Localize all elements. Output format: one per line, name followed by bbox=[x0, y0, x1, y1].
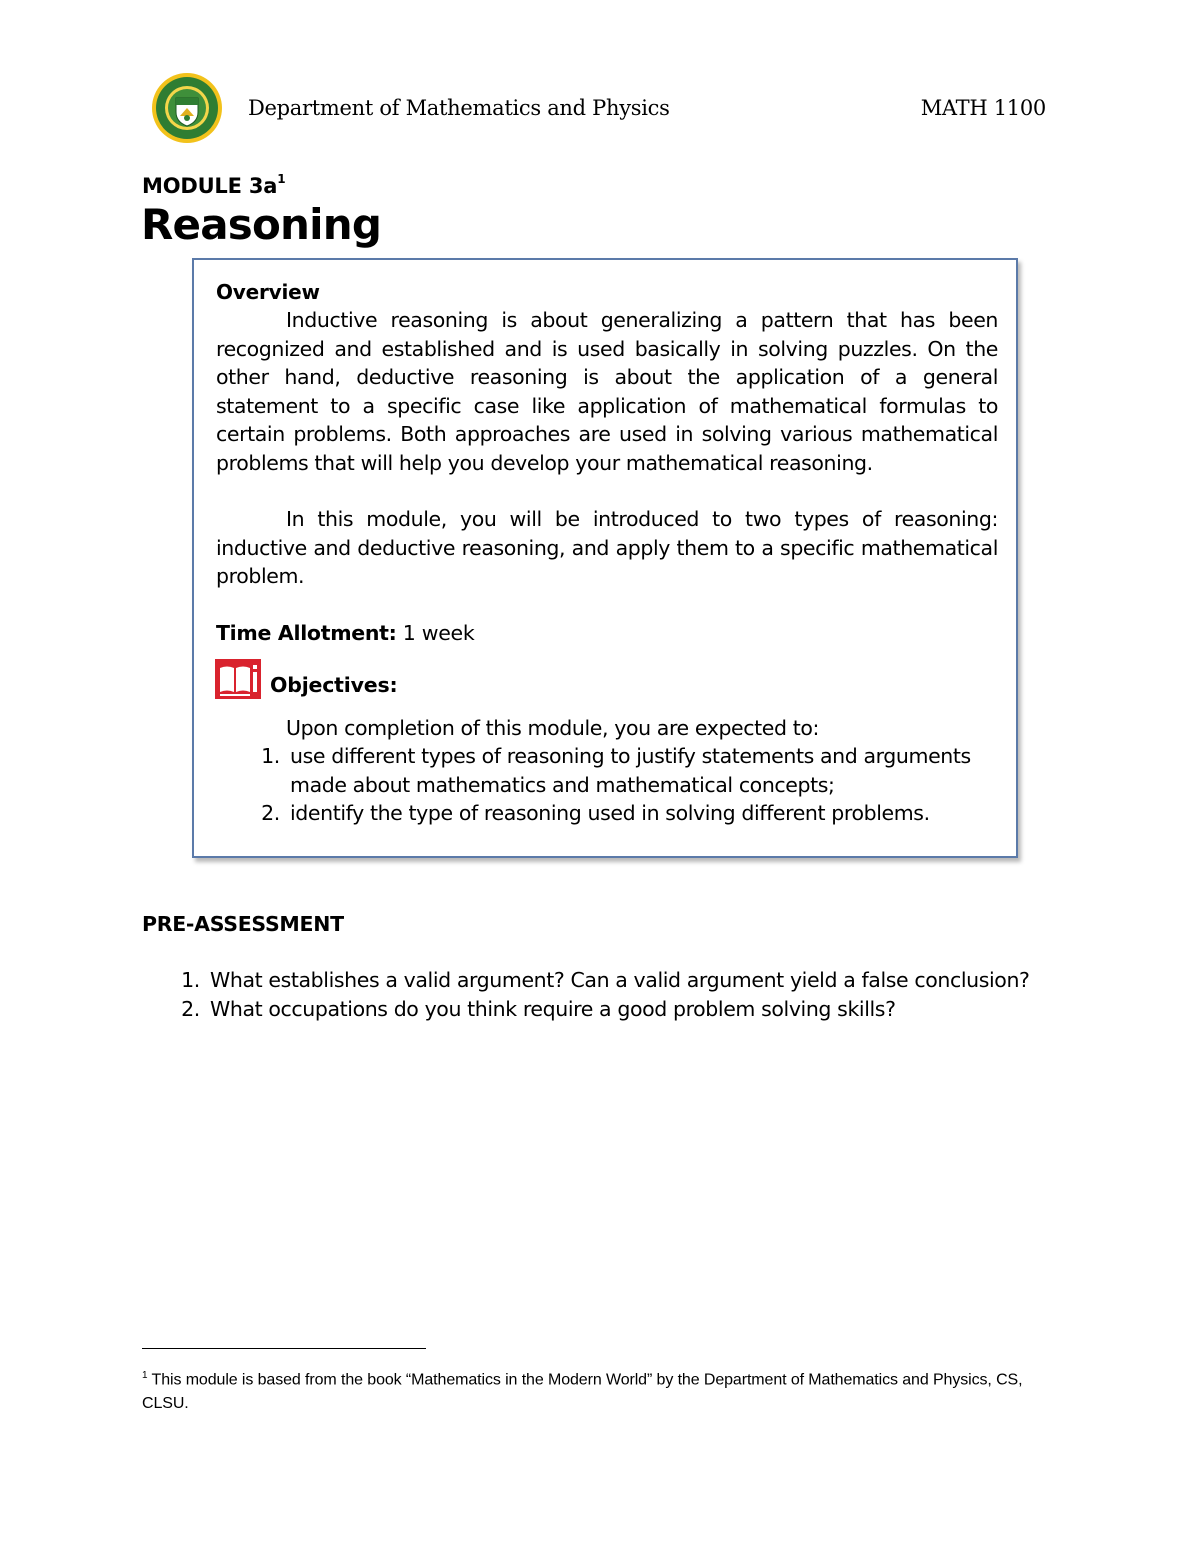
objective-item: 1. use different types of reasoning to justify statements and arguments made about mathematics and mathematical concepts; bbox=[286, 742, 998, 799]
objectives-heading: Objectives: bbox=[270, 672, 398, 697]
objective-item: 2. identify the type of reasoning used in solving different problems. bbox=[286, 799, 998, 828]
time-allotment-value: 1 week bbox=[396, 620, 475, 645]
time-allotment bbox=[216, 619, 998, 647]
overview-heading: Overview bbox=[216, 280, 320, 304]
footnote-text: This module is based from the book “Mathematics in the Modern World” by the Department of Mathematics and Physics, CS, CLSU. bbox=[142, 1371, 1023, 1413]
overview-paragraph-2: In this module, you will be introduced to two types of reasoning: inductive and deductive reasoning, and apply them to a specific mathematical problem. bbox=[216, 507, 998, 588]
module-label bbox=[142, 174, 285, 198]
book-info-icon bbox=[215, 659, 261, 699]
objectives-list bbox=[216, 742, 998, 828]
course-code: MATH 1100 bbox=[920, 96, 1046, 120]
page-header bbox=[150, 72, 1050, 144]
question-item: 2. What occupations do you think require a good problem solving skills? bbox=[206, 995, 1166, 1024]
footnote-divider bbox=[142, 1348, 426, 1349]
pre-assessment-heading: PRE-ASSESSMENT bbox=[142, 912, 344, 936]
page-title: Reasoning bbox=[141, 200, 382, 249]
time-allotment-label: Time Allotment: bbox=[216, 620, 397, 645]
overview-box bbox=[192, 258, 1018, 858]
objectives-intro: Upon completion of this module, you are expected to: bbox=[286, 715, 820, 740]
module-number: MODULE 3a bbox=[142, 174, 278, 198]
overview-paragraph-1: Inductive reasoning is about generalizing a pattern that has been recognized and established and is used basically in solving puzzles. On the other hand, deductive reasoning is about the application of a general statement to a specific case like application of mathematical formulas to certain problems. Both approaches are used in solving various mathematical problems that will help you develop your mathematical reasoning. bbox=[216, 308, 998, 475]
question-item: 1. What establishes a valid argument? Can a valid argument yield a false conclusion? bbox=[206, 966, 1166, 995]
university-seal-icon bbox=[150, 72, 224, 144]
footnote-ref[interactable]: 1 bbox=[277, 172, 286, 186]
objectives-header bbox=[216, 659, 998, 715]
footnote bbox=[142, 1364, 1072, 1416]
footnote-number: 1 bbox=[142, 1370, 148, 1381]
department-name: Department of Mathematics and Physics bbox=[248, 96, 670, 120]
pre-assessment-questions bbox=[142, 966, 1166, 1024]
